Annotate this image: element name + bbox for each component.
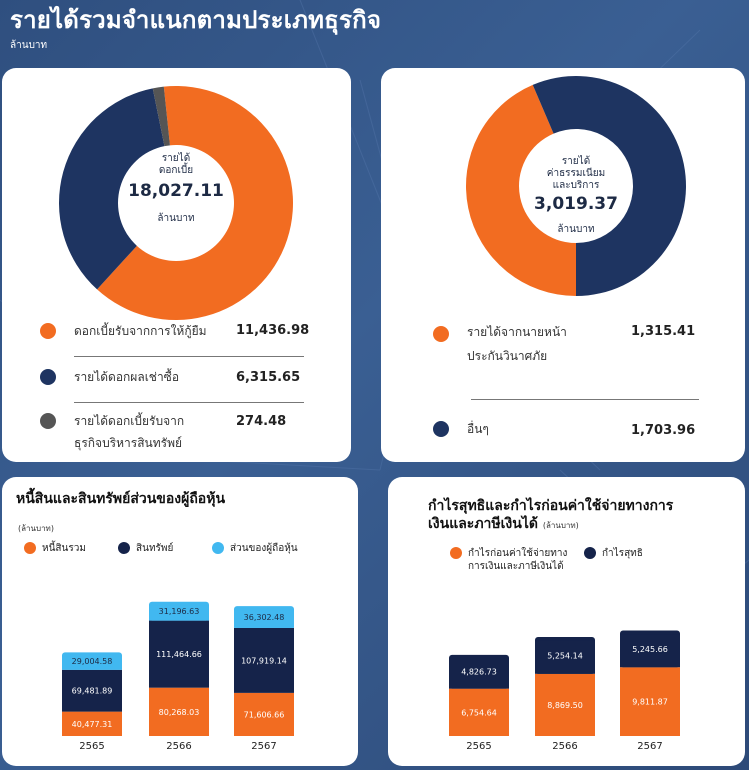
- fee-legend-insurance: [433, 320, 567, 368]
- interest-legend-asset-mgmt: [40, 410, 184, 454]
- fee-center-label: รายได้ ค่าธรรมเนียม และบริการ: [546, 156, 606, 191]
- legend-label: กำไรก่อนค่าใช้จ่ายทาง การเงินและภาษีเงินได้: [468, 548, 568, 572]
- navy-dot-icon: [40, 369, 56, 385]
- bar-value-label: 36,302.48: [243, 612, 285, 622]
- page-subtitle: ล้านบาท: [10, 40, 48, 51]
- x-tick-label: 2565: [79, 741, 105, 752]
- fee-donut-center: [518, 156, 634, 237]
- profit-card: [388, 477, 745, 766]
- legend-label: ดอกเบี้ยรับจากการให้กู้ยืม: [74, 324, 207, 338]
- bar-value-label: 9,811.87: [632, 697, 668, 707]
- orange-dot-icon: [433, 326, 449, 342]
- bar-value-label: 31,196.63: [158, 607, 200, 617]
- bar-value-label: 111,464.66: [156, 650, 202, 660]
- gray-dot-icon: [40, 413, 56, 429]
- fee-center-unit: ล้านบาท: [557, 224, 595, 235]
- navy-dot-icon: [433, 421, 449, 437]
- fee-center-value: 3,019.37: [534, 194, 618, 214]
- legend-label: สินทรัพย์: [136, 543, 174, 554]
- divider: [74, 402, 304, 403]
- bar-value-label: 69,481.89: [71, 686, 113, 696]
- legend-value: 1,703.96: [631, 423, 696, 438]
- interest-legend-loans: [40, 320, 207, 342]
- interest-center-unit: ล้านบาท: [157, 213, 195, 224]
- balance-stacked-bar-chart: [2, 477, 358, 766]
- balance-sheet-card: [2, 477, 358, 766]
- orange-dot-icon: [40, 323, 56, 339]
- divider: [74, 356, 304, 357]
- divider: [471, 399, 699, 400]
- bar-value-label: 4,826.73: [461, 667, 497, 677]
- fee-income-card: [381, 68, 745, 462]
- x-tick-label: 2567: [637, 741, 663, 752]
- profit-unit: (ล้านบาท): [542, 521, 579, 530]
- interest-center-value: 18,027.11: [128, 181, 224, 201]
- legend-value: 11,436.98: [236, 323, 310, 338]
- fee-legend-others: [433, 418, 489, 440]
- bar-value-label: 5,245.66: [632, 644, 668, 654]
- legend-label: รายได้ดอกเบี้ยรับจาก ธุรกิจบริหารสินทรัพย์: [74, 414, 185, 450]
- bar-value-label: 6,754.64: [461, 708, 497, 718]
- interest-legend-hire-purchase: [40, 366, 179, 388]
- legend-value: 274.48: [236, 414, 287, 429]
- profit-stacked-bar-chart: [388, 477, 745, 766]
- balance-unit: (ล้านบาท): [18, 524, 54, 533]
- bar-value-label: 80,268.03: [158, 707, 200, 717]
- interest-income-card: [2, 68, 351, 462]
- bar-value-label: 5,254.14: [547, 651, 583, 661]
- legend-value: 6,315.65: [236, 370, 301, 385]
- interest-donut-center: [119, 153, 233, 226]
- bar-value-label: 40,477.31: [71, 719, 113, 729]
- legend-label: กำไรสุทธิ: [602, 548, 643, 559]
- bar-value-label: 107,919.14: [241, 656, 287, 666]
- x-tick-label: 2566: [166, 741, 192, 752]
- bar-value-label: 8,869.50: [547, 700, 583, 710]
- page-header: [10, 6, 381, 53]
- legend-label: รายได้จากนายหน้า ประกันวินาศภัย: [467, 325, 567, 363]
- interest-center-label: รายได้ ดอกเบี้ย: [158, 153, 194, 176]
- profit-title-line1: กำไรสุทธิและกำไรก่อนค่าใช้จ่ายทางการ: [428, 498, 674, 514]
- x-tick-label: 2566: [552, 741, 578, 752]
- balance-card-title: หนี้สินและสินทรัพย์ส่วนของผู้ถือหุ้น: [16, 491, 226, 507]
- legend-label: รายได้ดอกผลเช่าซื้อ: [74, 370, 180, 384]
- legend-label: อื่นๆ: [467, 422, 489, 436]
- page-title: รายได้รวมจำแนกตามประเภทธุรกิจ: [10, 6, 382, 34]
- x-tick-label: 2567: [251, 741, 277, 752]
- legend-label: ส่วนของผู้ถือหุ้น: [230, 543, 298, 554]
- bar-value-label: 29,004.58: [71, 657, 113, 667]
- x-tick-label: 2565: [466, 741, 492, 752]
- profit-title-line2: เงินและภาษีเงินได้: [428, 516, 538, 532]
- legend-value: 1,315.41: [631, 324, 696, 339]
- legend-label: หนี้สินรวม: [42, 543, 86, 554]
- bar-value-label: 71,606.66: [243, 710, 285, 720]
